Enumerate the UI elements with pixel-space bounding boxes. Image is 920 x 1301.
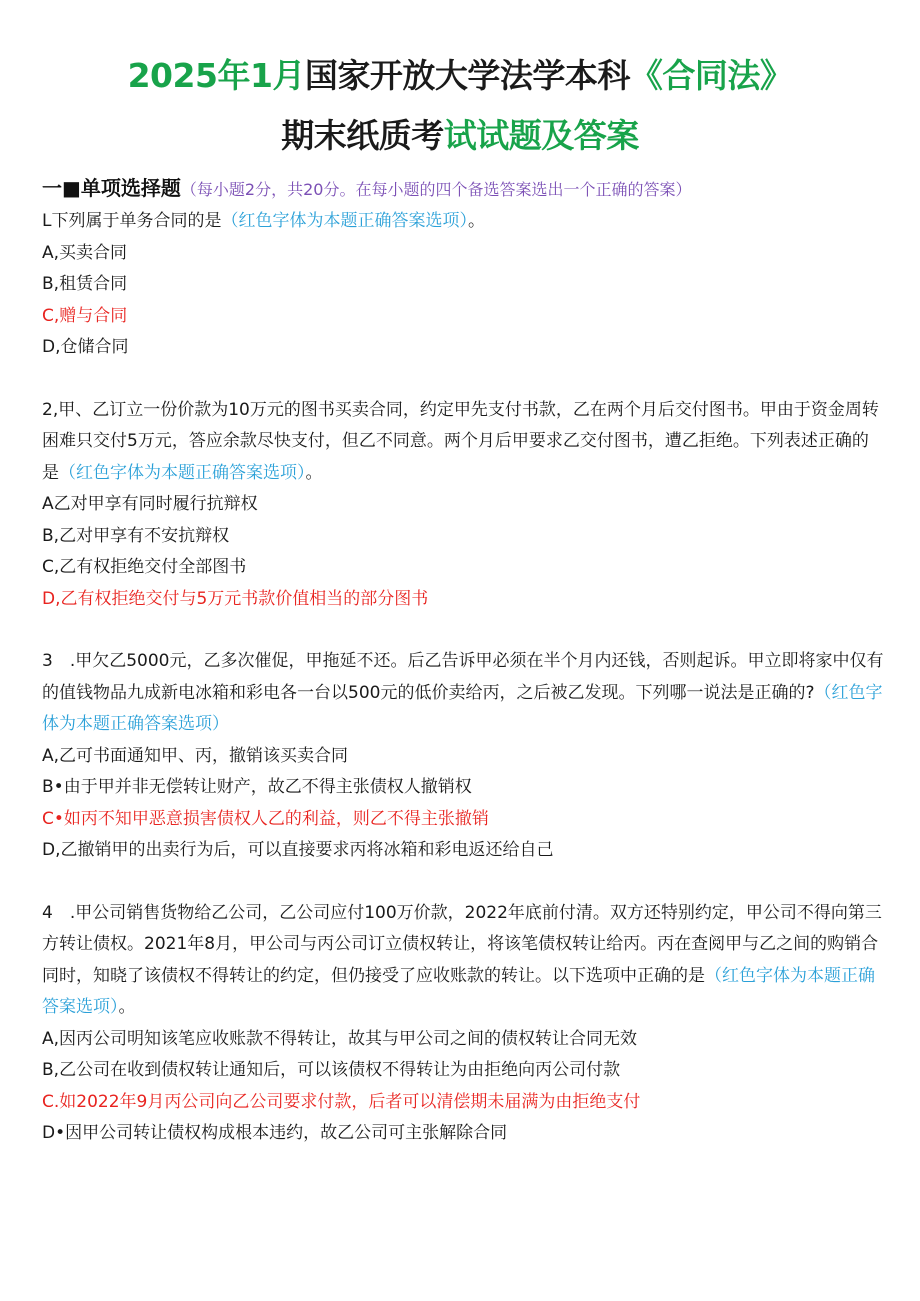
question-3 xyxy=(42,646,884,867)
question-stem xyxy=(42,646,884,741)
option-c-correct: C•如丙不知甲恶意损害债权人乙的利益，则乙不得主张撤销 xyxy=(42,808,489,829)
document-title-line-2 xyxy=(0,116,920,156)
option-a: A,买卖合同 xyxy=(42,242,128,263)
option-d: D,仓储合同 xyxy=(42,337,129,357)
answer-hint: （红色字体为本题正确答案选项） xyxy=(59,462,306,483)
option-d-correct: D,乙有权拒绝交付与5万元书款价值相当的部分图书 xyxy=(42,588,429,609)
document-content xyxy=(42,172,884,1150)
option-b: B•由于甲并非无偿转让财产，故乙不得主张债权人撤销权 xyxy=(42,777,472,797)
question-2 xyxy=(42,395,884,616)
option-d: D,乙撤销甲的出卖行为后，可以直接要求丙将冰箱和彩电返还给自己 xyxy=(42,840,554,860)
answer-hint: （红色字体为本题正确答案选项） xyxy=(42,965,875,1017)
question-stem xyxy=(42,395,884,490)
title-answers: 试试题及答案 xyxy=(443,116,639,155)
document-title-line-1 xyxy=(0,56,920,96)
title-school: 国家开放大学法学本科 xyxy=(304,56,630,95)
option-b: B,乙对甲享有不安抗辩权 xyxy=(42,525,230,546)
stem-end: 。 xyxy=(305,462,323,483)
stem-text: 3 .甲欠乙5000元，乙多次催促，甲拖延不还。后乙告诉甲必须在半个月内还钱，否则起诉。甲立即将家中仅有的值钱物品九成新电冰箱和彩电各一台以500元的低价卖给丙，之后被乙发现。下列哪一说法是正确的? xyxy=(42,651,884,703)
question-1 xyxy=(42,206,884,364)
option-b: B,乙公司在收到债权转让通知后，可以该债权不得转让为由拒绝向丙公司付款 xyxy=(42,1060,621,1080)
stem-end: 。 xyxy=(467,211,485,231)
title-course: 《合同法》 xyxy=(629,56,793,95)
option-d: D•因甲公司转让债权构成根本违约，故乙公司可主张解除合同 xyxy=(42,1123,508,1143)
question-4 xyxy=(42,898,884,1150)
section-title: 一■单项选择题 xyxy=(42,176,181,200)
answer-hint: （红色字体为本题正确答案选项） xyxy=(42,682,883,734)
section-heading xyxy=(42,172,884,206)
option-a: A,因丙公司明知该笔应收账款不得转让，故其与甲公司之间的债权转让合同无效 xyxy=(42,1028,638,1049)
option-a: A乙对甲享有同时履行抗辩权 xyxy=(42,494,258,514)
option-c: C,乙有权拒绝交付全部图书 xyxy=(42,557,247,577)
option-a: A,乙可书面通知甲、丙，撤销该买卖合同 xyxy=(42,745,349,766)
question-stem xyxy=(42,898,884,1024)
stem-text: 2,甲、乙订立一份价款为10万元的图书买卖合同，约定甲先支付书款，乙在两个月后交付图书。甲由于资金周转困难只交付5万元，答应余款尽快支付，但乙不同意。两个月后甲要求乙交付图书，遭乙拒绝。下列表述正确的是 xyxy=(42,399,879,483)
stem-text: 4 .甲公司销售货物给乙公司，乙公司应付100万价款，2022年底前付清。双方还特别约定，甲公司不得向第三方转让债权。2021年8月，甲公司与丙公司订立债权转让，将该笔债权转让给丙。丙在查阅甲与乙之间的购销合同时，知晓了该债权不得转让的约定，但仍接受了应收账款的转让。以下选项中正确的是 xyxy=(42,902,882,986)
option-b: B,租赁合同 xyxy=(42,274,128,294)
option-c-correct: C.如2022年9月丙公司向乙公司要求付款，后者可以清偿期未届满为由拒绝支付 xyxy=(42,1091,641,1112)
section-note: （每小题2分，共20分。在每小题的四个备选答案选出一个正确的答案） xyxy=(180,180,692,199)
stem-text: L下列属于单务合同的是 xyxy=(42,211,222,231)
question-stem xyxy=(42,206,884,238)
option-c-correct: C,赠与合同 xyxy=(42,305,128,326)
title-exam: 期末纸质考 xyxy=(281,116,444,155)
title-date: 2025年1月 xyxy=(127,56,305,95)
answer-hint: （红色字体为本题正确答案选项） xyxy=(221,211,468,231)
stem-end: 。 xyxy=(118,997,136,1017)
